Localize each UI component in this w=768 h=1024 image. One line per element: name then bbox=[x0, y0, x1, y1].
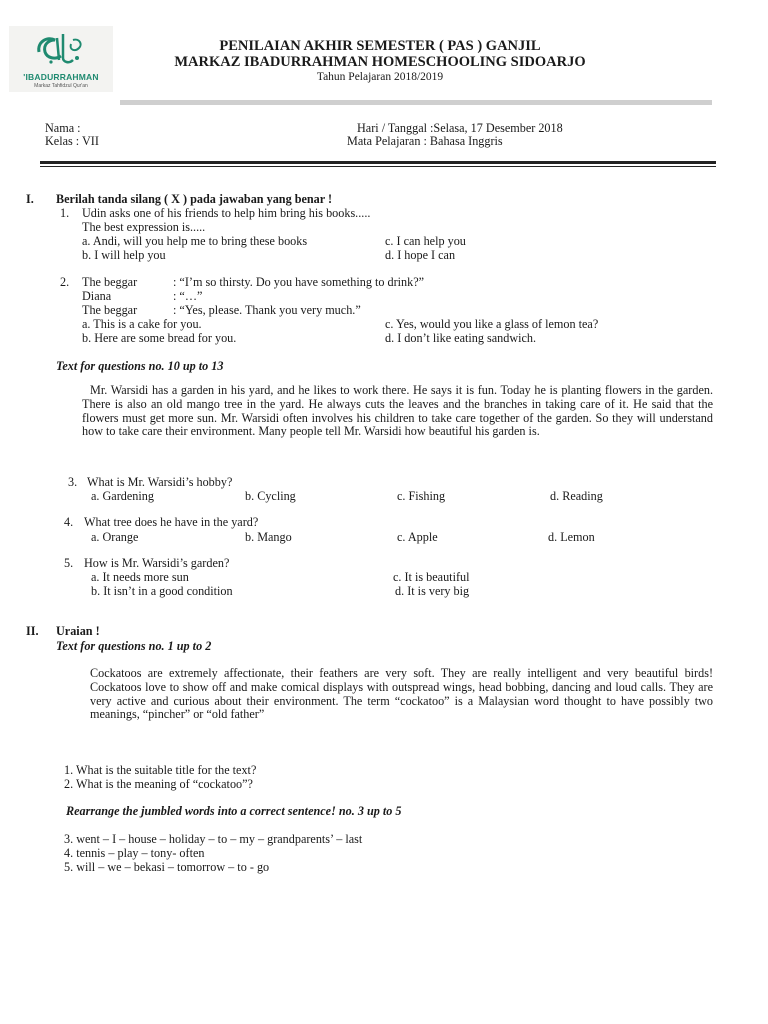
q2-option-b: b. Here are some bread for you. bbox=[82, 331, 237, 345]
q2-option-c: c. Yes, would you like a glass of lemon tea? bbox=[385, 317, 599, 331]
q1-option-b: b. I will help you bbox=[82, 248, 166, 262]
q1-text: Udin asks one of his friends to help him bring his books..... bbox=[82, 206, 371, 220]
academic-year: Tahun Pelajaran 2018/2019 bbox=[316, 71, 444, 83]
q5-option-c: c. It is beautiful bbox=[393, 570, 470, 584]
q5-text: How is Mr. Warsidi’s garden? bbox=[84, 556, 230, 570]
q4-option-c: c. Apple bbox=[397, 530, 438, 544]
subject-field: Mata Pelajaran : Bahasa Inggris bbox=[347, 134, 503, 148]
rearrange-item-3: 3. went – I – house – holiday – to – my – grandparents’ – last bbox=[64, 832, 363, 846]
q3-option-c: c. Fishing bbox=[397, 489, 446, 503]
date-field: Hari / Tanggal :Selasa, 17 Desember 2018 bbox=[357, 121, 563, 135]
section1-numeral: I. bbox=[26, 192, 34, 206]
passage2-text: Cockatoos are extremely affectionate, their feathers are very soft. They are really intelligent and very beautiful birds! Cockatoos love to show off and make comical displays with outspread wings, head bobbing, dancing and loud calls. They are very active and curious about their environment. The term “cockatoo” is a Malaysian word thought to have possibly two meanings, “pincher” or “old father” bbox=[90, 666, 713, 722]
school-logo bbox=[9, 26, 113, 92]
school-title: MARKAZ IBADURRAHMAN HOMESCHOOLING SIDOARJO bbox=[174, 54, 586, 70]
exam-title: PENILAIAN AKHIR SEMESTER ( PAS ) GANJIL bbox=[219, 38, 541, 54]
kelas-field: Kelas : VII bbox=[45, 134, 99, 148]
passage1-heading: Text for questions no. 10 up to 13 bbox=[56, 359, 224, 373]
q2-speaker-1: The beggar bbox=[82, 275, 138, 289]
q2-speaker-2: Diana bbox=[82, 289, 112, 303]
info-divider-thick bbox=[40, 161, 716, 164]
logo-subtitle: Markaz Tahfidzul Qur'an bbox=[34, 83, 88, 89]
q2-speaker-3: The beggar bbox=[82, 303, 138, 317]
rearrange-item-4: 4. tennis – play – tony- often bbox=[64, 846, 205, 860]
rearrange-item-5: 5. will – we – bekasi – tomorrow – to - go bbox=[64, 860, 270, 874]
q1-text-line2: The best expression is..... bbox=[82, 220, 206, 234]
section2-title: Uraian ! bbox=[56, 624, 100, 638]
q1-option-a: a. Andi, will you help me to bring these books bbox=[82, 234, 308, 248]
q4-option-a: a. Orange bbox=[91, 530, 139, 544]
q4-option-d: d. Lemon bbox=[548, 530, 595, 544]
q4-number: 4. bbox=[64, 515, 74, 529]
q2-line-3: : “Yes, please. Thank you very much.” bbox=[173, 303, 361, 317]
header-divider bbox=[120, 100, 712, 105]
q2-option-a: a. This is a cake for you. bbox=[82, 317, 202, 331]
q1-option-d: d. I hope I can bbox=[385, 248, 456, 262]
q1-number: 1. bbox=[60, 206, 70, 220]
q4-option-b: b. Mango bbox=[245, 530, 292, 544]
q5-option-d: d. It is very big bbox=[395, 584, 470, 598]
section2-numeral: II. bbox=[26, 624, 39, 638]
passage1-text: Mr. Warsidi has a garden in his yard, and he likes to work there. He says it is fun. Today he is planting flowers in the garden. There is also an old mango tree in the yard. He always cuts the leaves and the branches in taking care of it. He said that the flowers must get more sun. Mr. Warsidi often involves his children to take care together of the garden. So they will understand how to take care their environment. Many people tell Mr. Warsidi how beautiful his garden is. bbox=[82, 383, 713, 439]
info-divider-thin bbox=[40, 166, 716, 167]
passage2-heading: Text for questions no. 1 up to 2 bbox=[56, 639, 212, 653]
q2-number: 2. bbox=[60, 275, 70, 289]
q3-text: What is Mr. Warsidi’s hobby? bbox=[87, 475, 233, 489]
q3-option-b: b. Cycling bbox=[245, 489, 296, 503]
q5-option-b: b. It isn’t in a good condition bbox=[91, 584, 233, 598]
logo-name: 'IBADURRAHMAN bbox=[23, 72, 99, 82]
q5-option-a: a. It needs more sun bbox=[91, 570, 189, 584]
q2-option-d: d. I don’t like eating sandwich. bbox=[385, 331, 537, 345]
q3-option-a: a. Gardening bbox=[91, 489, 154, 503]
essay-question-1: 1. What is the suitable title for the text? bbox=[64, 763, 257, 777]
q2-line-1: : “I’m so thirsty. Do you have something to drink?” bbox=[173, 275, 425, 289]
calligraphy-logo-icon bbox=[33, 30, 89, 70]
q3-number: 3. bbox=[68, 475, 78, 489]
q2-line-2: : “…” bbox=[173, 289, 203, 303]
q5-number: 5. bbox=[64, 556, 74, 570]
q1-option-c: c. I can help you bbox=[385, 234, 466, 248]
nama-field: Nama : bbox=[45, 121, 81, 135]
section1-instruction: Berilah tanda silang ( X ) pada jawaban yang benar ! bbox=[56, 192, 333, 206]
essay-question-2: 2. What is the meaning of “cockatoo”? bbox=[64, 777, 253, 791]
rearrange-heading: Rearrange the jumbled words into a correct sentence! no. 3 up to 5 bbox=[66, 804, 402, 818]
q3-option-d: d. Reading bbox=[550, 489, 603, 503]
q4-text: What tree does he have in the yard? bbox=[84, 515, 259, 529]
